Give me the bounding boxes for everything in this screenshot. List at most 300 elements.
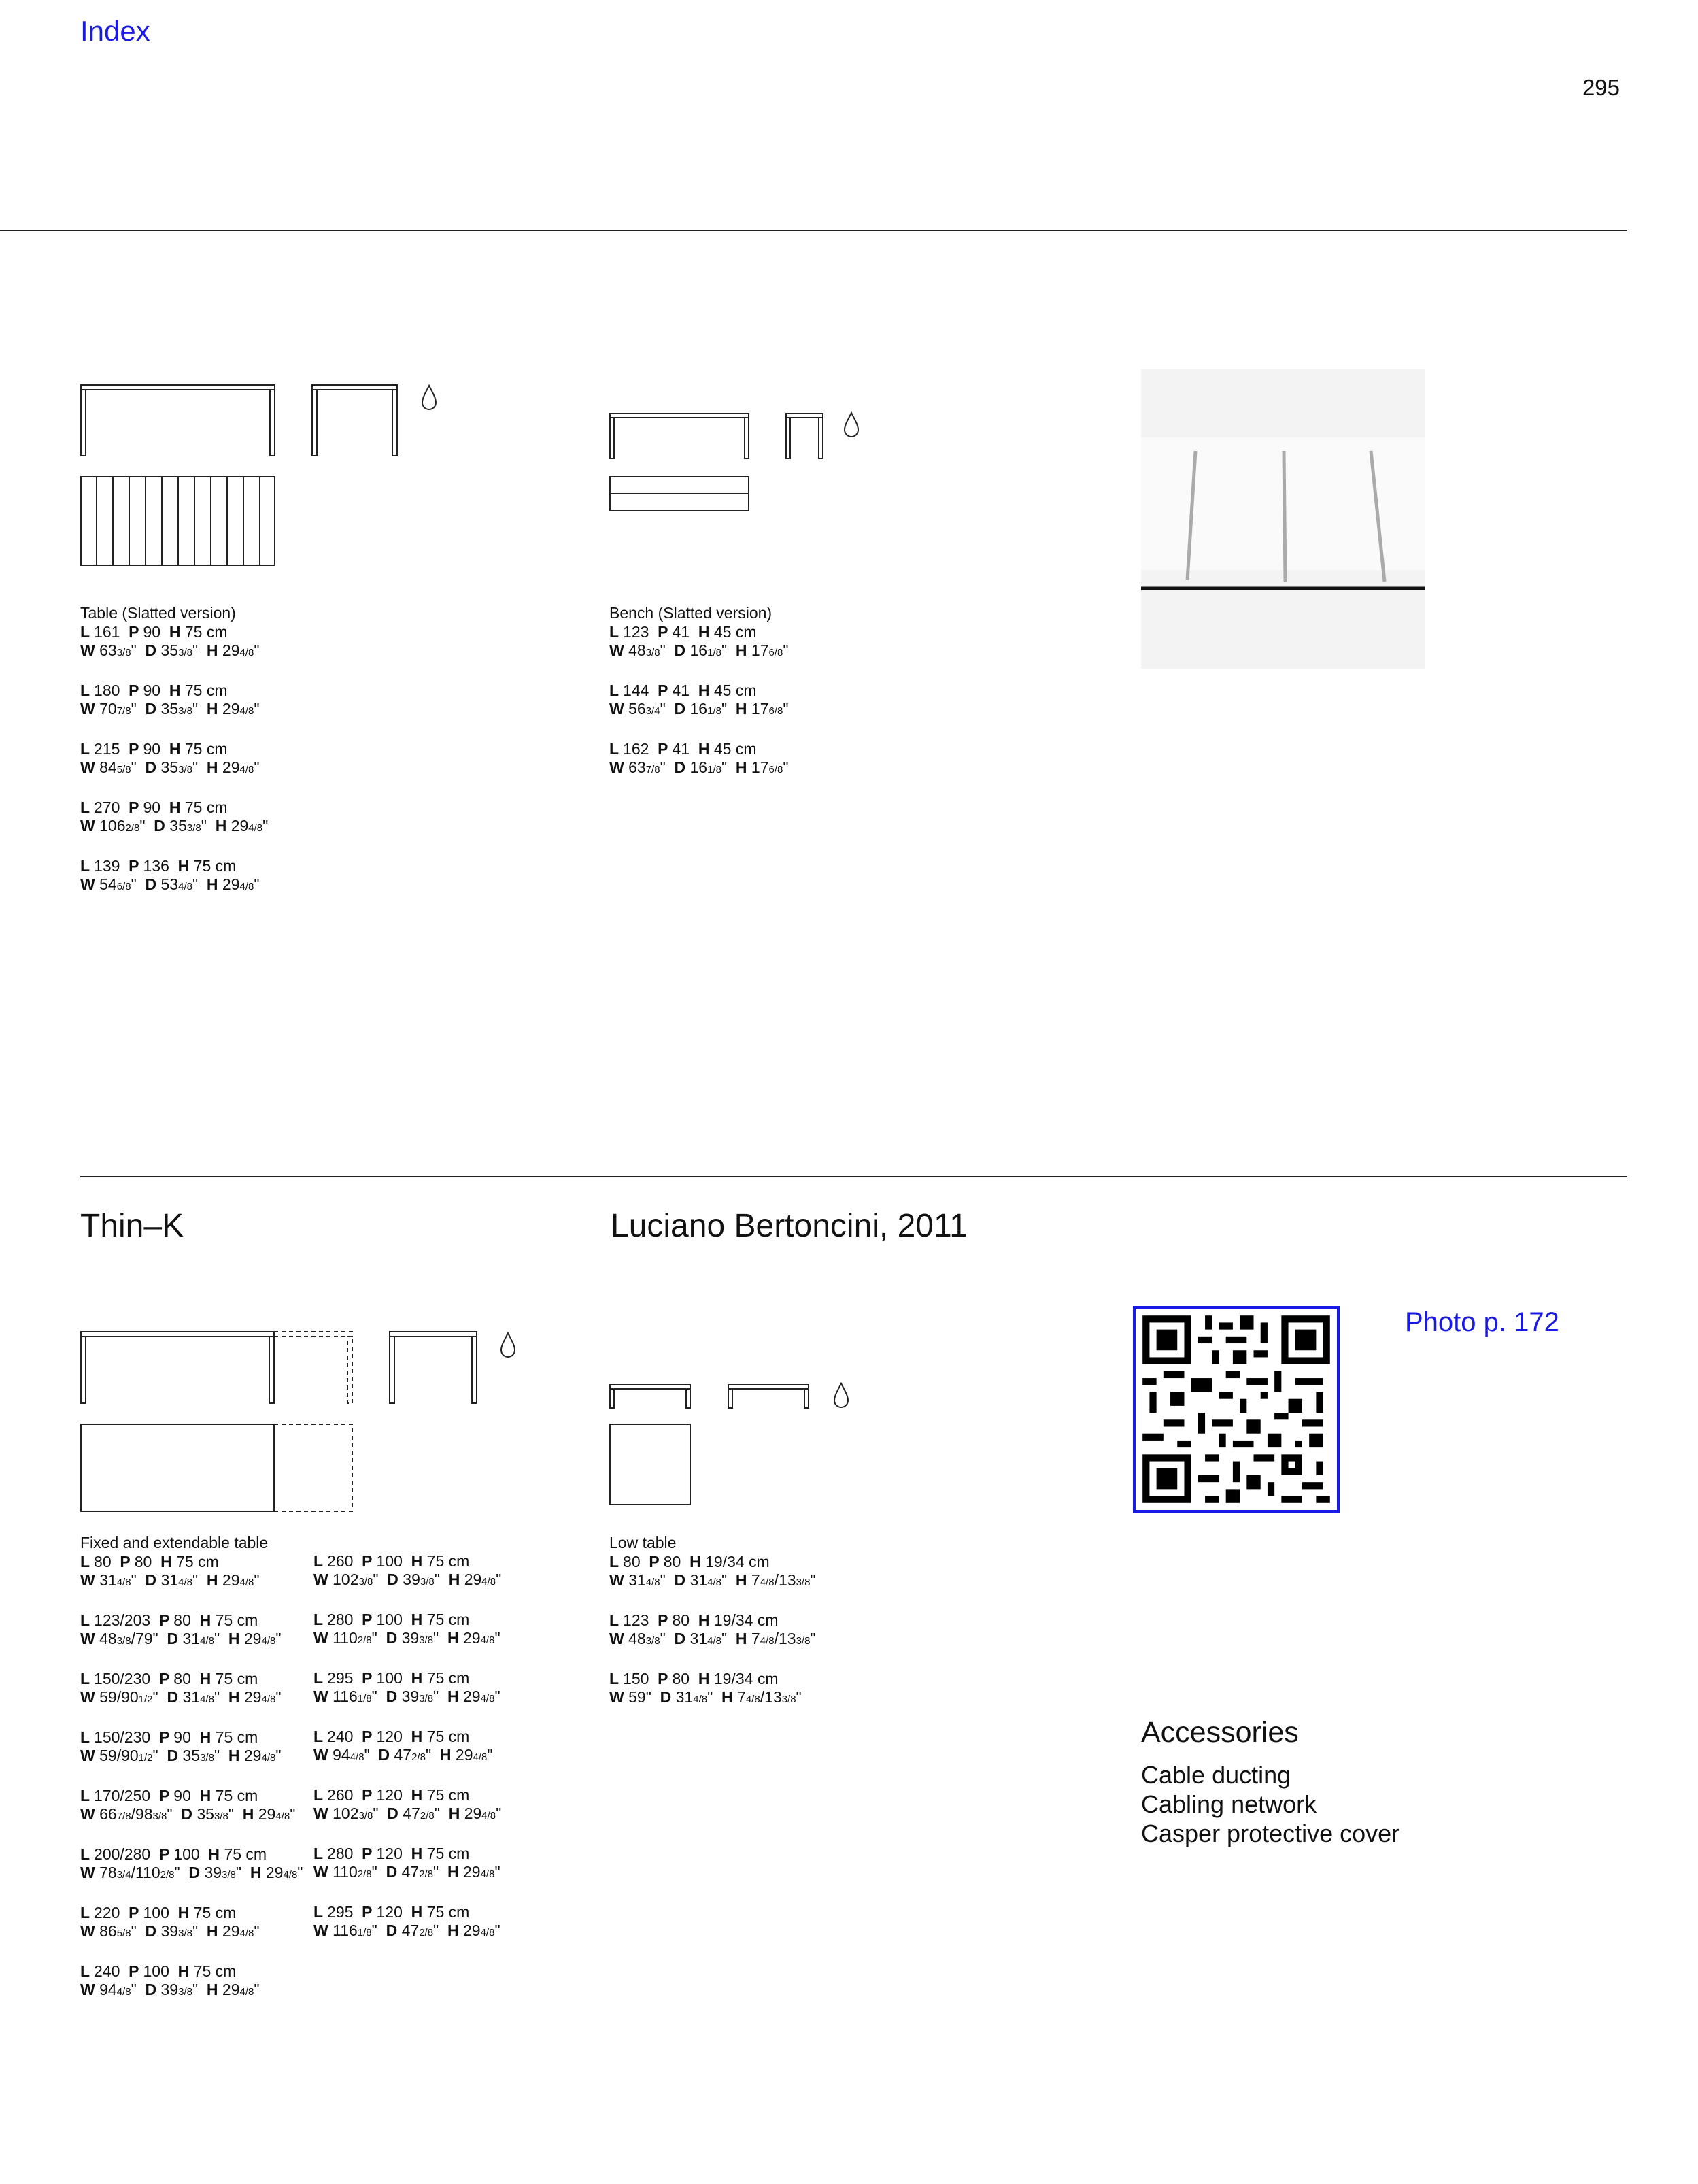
spec-line: [609, 641, 789, 662]
spec-line: [313, 1903, 501, 1921]
dimension-key: D: [665, 641, 690, 659]
dimension-fraction: 3/8: [178, 647, 192, 658]
dimension-value: 7: [737, 1688, 746, 1706]
drop-icon: [842, 411, 862, 439]
dimension-fraction: 6/8: [116, 881, 131, 892]
dimension-value: 116: [333, 1921, 358, 1939]
dimension-value: 29: [258, 1805, 276, 1823]
dimension-fraction: 4/8: [200, 1635, 214, 1647]
dimension-value: ": [174, 1864, 180, 1881]
dimension-value: ": [228, 1805, 234, 1823]
dimension-value: 260: [327, 1552, 354, 1570]
spec-line: [313, 1863, 501, 1883]
dimension-value: ": [660, 758, 666, 776]
dimension-value: 120: [376, 1903, 403, 1921]
table-slatted-front-drawing: [80, 384, 277, 459]
dimension-fraction: 4/8: [239, 881, 254, 892]
dimension-value: 80: [623, 1553, 641, 1570]
dimension-key: L: [313, 1786, 328, 1804]
dimension-fraction: 2/8: [125, 822, 140, 834]
dimension-key: P: [120, 1904, 143, 1921]
dimension-fraction: 3/8: [419, 1693, 434, 1704]
dimension-value: ": [254, 1922, 260, 1940]
dimension-fraction: 4/8: [275, 1811, 290, 1822]
dimension-key: H: [160, 740, 185, 758]
dimension-fraction: 3/8: [178, 764, 192, 775]
dimension-value: 102: [333, 1570, 359, 1588]
dimension-fraction: 5/8: [116, 764, 131, 775]
dimension-key: D: [136, 875, 161, 893]
dimension-key: L: [609, 1670, 624, 1687]
spec-group: [80, 1845, 303, 1884]
spec-groups: [80, 1553, 303, 2001]
dimension-key: D: [136, 758, 161, 776]
product-divider: [80, 1176, 1627, 1177]
dimension-key: W: [609, 1571, 629, 1589]
dimension-key: P: [150, 1787, 174, 1804]
dimension-value: 123: [623, 1611, 649, 1629]
dimension-value: 29: [464, 1570, 482, 1588]
dimension-value: 240: [327, 1728, 354, 1745]
dimension-value: 75 cm: [426, 1845, 470, 1862]
dimension-value: 90: [143, 799, 161, 816]
spec-group: [80, 1611, 303, 1650]
dimension-key: W: [609, 758, 629, 776]
dimension-key: L: [313, 1669, 328, 1687]
dimension-fraction: 1/8: [707, 647, 721, 658]
spec-line: [80, 758, 268, 779]
dimension-key: D: [180, 1864, 205, 1881]
dimension-value: 270: [94, 799, 120, 816]
dimension-value: ": [131, 1981, 137, 1998]
spec-line: [609, 682, 789, 700]
dimension-key: H: [439, 1921, 463, 1939]
dimension-fraction: 4/8: [473, 1751, 488, 1763]
dimension-value: 35: [197, 1805, 214, 1823]
dimension-value: 75 cm: [176, 1553, 219, 1570]
dimension-value: 31: [160, 1571, 179, 1589]
dimension-value: 16: [690, 641, 708, 659]
dimension-value: 75 cm: [426, 1611, 470, 1628]
dimension-value: ": [192, 875, 199, 893]
dimension-fraction: 3/8: [358, 1576, 373, 1587]
dimension-value: 29: [243, 1630, 262, 1647]
spec-line: [80, 1845, 303, 1864]
dimension-value: 123: [623, 623, 649, 641]
dimension-value: ": [371, 1921, 377, 1939]
spec-group: [80, 1728, 303, 1767]
dimension-value: 80: [663, 1553, 681, 1570]
dimension-key: W: [313, 1863, 333, 1881]
dimension-key: P: [120, 623, 143, 641]
top-divider: [0, 230, 1627, 231]
dimension-fraction: 4/8: [239, 1928, 254, 1939]
dimension-value: ": [192, 1922, 199, 1940]
dimension-value: 100: [376, 1611, 403, 1628]
dimension-value: /13: [760, 1688, 782, 1706]
dimension-key: D: [377, 1863, 402, 1881]
dimension-value: 35: [160, 641, 179, 659]
dimension-value: 110: [333, 1863, 358, 1881]
dimension-key: D: [665, 700, 690, 718]
dimension-value: 75 cm: [426, 1728, 470, 1745]
dimension-value: 35: [160, 758, 179, 776]
dimension-key: D: [158, 1630, 183, 1647]
dimension-value: 75 cm: [193, 1904, 237, 1921]
dimension-value: ": [660, 641, 666, 659]
dimension-key: W: [80, 1981, 100, 1998]
dimension-value: 280: [327, 1845, 354, 1862]
bench-slatted-front-drawing: [609, 413, 752, 460]
dimension-fraction: 2/8: [419, 1927, 434, 1938]
spec-line: [80, 1962, 303, 1981]
dimension-key: L: [80, 857, 95, 875]
dimension-key: L: [609, 1553, 624, 1570]
dimension-fraction: 3/4: [116, 1869, 131, 1881]
dimension-value: 120: [376, 1845, 403, 1862]
table-slatted-side-drawing: [311, 384, 400, 459]
dimension-key: D: [136, 700, 161, 718]
spec-line: [313, 1728, 501, 1746]
dimension-value: 45 cm: [713, 623, 757, 641]
dimension-value: 75 cm: [215, 1611, 258, 1629]
low-table-top-drawing: [609, 1424, 694, 1509]
dimension-value: 75 cm: [193, 1962, 237, 1980]
table-slatted-top-drawing: [80, 476, 277, 568]
low-table-caption: Low table: [609, 1534, 677, 1551]
dimension-value: ": [433, 1687, 439, 1705]
accessories-title: Accessories: [1141, 1716, 1299, 1749]
dimension-value: ": [131, 1571, 137, 1589]
low-table-specs: [609, 1534, 816, 1728]
dimension-value: ": [810, 1630, 816, 1647]
dimension-value: 161: [94, 623, 120, 641]
dimension-key: H: [727, 758, 751, 776]
dimension-fraction: 3/8: [796, 1635, 811, 1647]
dimension-fraction: 3/8: [645, 647, 660, 658]
dimension-value: 29: [222, 641, 240, 659]
dimension-value: ": [167, 1805, 173, 1823]
designer-credit: Luciano Bertoncini, 2011: [611, 1208, 968, 1244]
dimension-key: D: [377, 1921, 402, 1939]
spec-line: [313, 1669, 501, 1687]
dimension-key: H: [198, 1981, 222, 1998]
dimension-key: H: [198, 641, 222, 659]
dimension-value: ": [275, 1688, 282, 1706]
dimension-value: 215: [94, 740, 120, 758]
dimension-value: 31: [690, 1630, 708, 1647]
dimension-key: P: [120, 857, 143, 875]
dimension-value: ": [371, 1863, 377, 1881]
dimension-key: W: [80, 1864, 100, 1881]
dimension-value: ": [290, 1805, 296, 1823]
dimension-fraction: 4/8: [261, 1635, 276, 1647]
dimension-fraction: 3/8: [178, 1928, 192, 1939]
spec-line: [313, 1570, 501, 1591]
dimension-key: P: [120, 682, 143, 699]
dimension-fraction: 3/4: [645, 705, 660, 717]
drop-icon: [832, 1382, 852, 1409]
bench-slatted-specs: [609, 604, 789, 799]
dimension-key: P: [353, 1611, 377, 1628]
dimension-key: H: [169, 1962, 194, 1980]
dimension-key: H: [727, 1571, 751, 1589]
dimension-value: 80: [173, 1670, 191, 1687]
index-link[interactable]: Index: [80, 15, 150, 47]
dimension-value: ": [494, 1863, 500, 1881]
dimension-value: 39: [160, 1922, 179, 1940]
dimension-key: P: [150, 1611, 174, 1629]
dimension-value: ": [434, 1804, 440, 1822]
dimension-value: ": [214, 1747, 220, 1764]
dimension-fraction: 4/8: [707, 1577, 721, 1588]
spec-group: [80, 682, 268, 720]
qr-code[interactable]: [1133, 1306, 1340, 1513]
dimension-value: 78: [99, 1864, 117, 1881]
dimension-value: ": [152, 1688, 158, 1706]
dimension-key: H: [439, 1687, 463, 1705]
spec-group: [80, 857, 268, 896]
dimension-fraction: 3/8: [222, 1869, 236, 1881]
accessory-item: Cabling network: [1141, 1790, 1317, 1818]
spec-line: [609, 1571, 816, 1592]
dimension-key: P: [353, 1552, 377, 1570]
dimension-key: D: [665, 1630, 690, 1647]
spec-line: [609, 1611, 816, 1630]
dimension-key: L: [313, 1611, 328, 1628]
dimension-value: 220: [94, 1904, 120, 1921]
dimension-value: 47: [401, 1863, 420, 1881]
dimension-key: P: [120, 1962, 143, 1980]
dimension-value: 100: [143, 1962, 169, 1980]
spec-group: [80, 1787, 303, 1826]
dimension-value: ": [721, 758, 728, 776]
dimension-value: ": [131, 700, 137, 718]
dimension-value: 75 cm: [184, 740, 228, 758]
dimension-value: ": [796, 1688, 802, 1706]
spec-group: [609, 1670, 816, 1709]
dimension-value: 80: [134, 1553, 152, 1570]
dimension-fraction: 7/8: [116, 705, 131, 717]
dimension-value: ": [131, 875, 137, 893]
dimension-key: D: [378, 1570, 403, 1588]
dimension-key: D: [377, 1629, 402, 1647]
dimension-value: 90: [143, 682, 161, 699]
spec-line: [80, 700, 268, 720]
dimension-value: ": [433, 1863, 439, 1881]
dimension-value: 29: [464, 1804, 482, 1822]
dimension-key: P: [120, 799, 143, 816]
dimension-fraction: 4/8: [239, 1577, 254, 1588]
dimension-fraction: 4/8: [760, 1577, 775, 1588]
dimension-value: 29: [265, 1864, 284, 1881]
dimension-fraction: 3/8: [419, 1634, 434, 1646]
dimension-fraction: 3/8: [178, 705, 192, 717]
dimension-key: W: [80, 875, 100, 893]
spec-line: [313, 1786, 501, 1804]
low-table-side-drawing: [728, 1384, 813, 1411]
dimension-value: 48: [99, 1630, 117, 1647]
spec-group: [80, 1670, 303, 1709]
dimension-key: P: [649, 623, 673, 641]
dimension-value: /13: [774, 1571, 796, 1589]
dimension-key: H: [402, 1786, 427, 1804]
extendable-table-specs: [80, 1534, 303, 2021]
spec-line: [80, 1922, 303, 1943]
dimension-value: 84: [99, 758, 117, 776]
dimension-key: W: [313, 1570, 333, 1588]
dimension-value: 70: [99, 700, 117, 718]
dimension-key: L: [80, 740, 95, 758]
dimension-key: D: [145, 817, 170, 835]
dimension-fraction: 2/8: [357, 1634, 372, 1646]
dimension-fraction: 4/8: [239, 1986, 254, 1998]
dimension-value: ": [364, 1746, 370, 1764]
dimension-key: H: [402, 1903, 427, 1921]
dimension-key: D: [136, 1571, 161, 1589]
dimension-key: P: [150, 1670, 174, 1687]
dimension-value: 75 cm: [184, 623, 228, 641]
dimension-value: 66: [99, 1805, 117, 1823]
spec-groups: [609, 1553, 816, 1709]
extendable-table-front-drawing: [80, 1331, 359, 1406]
spec-group: [80, 1962, 303, 2001]
dimension-value: ": [254, 700, 260, 718]
dimension-key: H: [190, 1670, 216, 1687]
dimension-value: 120: [376, 1786, 403, 1804]
dimension-value: 16: [690, 758, 708, 776]
dimension-value: 41: [672, 740, 690, 758]
spec-group: [313, 1786, 501, 1825]
dimension-value: ": [373, 1804, 379, 1822]
spec-line: [80, 1747, 303, 1767]
dimension-value: 100: [173, 1845, 200, 1863]
dimension-value: 106: [99, 817, 126, 835]
dimension-fraction: 4/8: [283, 1869, 298, 1881]
dimension-value: 63: [628, 758, 646, 776]
dimension-value: ": [214, 1688, 220, 1706]
dimension-key: L: [609, 1611, 624, 1629]
dimension-value: ": [131, 1922, 137, 1940]
dimension-key: H: [439, 1629, 463, 1647]
dimension-value: 75 cm: [215, 1787, 258, 1804]
dimension-key: H: [160, 799, 185, 816]
dimension-value: 54: [99, 875, 117, 893]
low-table-front-drawing: [609, 1384, 694, 1411]
dimension-key: H: [241, 1864, 266, 1881]
dimension-value: ": [721, 1571, 728, 1589]
dimension-fraction: 5/8: [116, 1928, 131, 1939]
dimension-value: 39: [403, 1570, 420, 1588]
spec-group: [609, 623, 789, 662]
dimension-value: ": [707, 1688, 713, 1706]
dimension-value: ": [494, 1629, 500, 1647]
dimension-fraction: 4/8: [480, 1868, 495, 1880]
dimension-key: W: [313, 1629, 333, 1647]
dimension-value: 144: [623, 682, 649, 699]
dimension-value: ": [214, 1630, 220, 1647]
dimension-key: H: [402, 1728, 427, 1745]
dimension-fraction: 7/8: [645, 764, 660, 775]
dimension-value: ": [494, 1921, 500, 1939]
dimension-fraction: 1/8: [707, 764, 721, 775]
dimension-fraction: 4/8: [239, 647, 254, 658]
dimension-value: 47: [403, 1804, 420, 1822]
dimension-key: H: [160, 682, 185, 699]
dimension-value: 29: [222, 758, 240, 776]
dimension-value: 100: [376, 1552, 403, 1570]
dimension-value: 53: [160, 875, 179, 893]
dimension-fraction: 4/8: [239, 705, 254, 717]
dimension-value: 59/90: [99, 1747, 139, 1764]
dimension-value: 29: [231, 817, 249, 835]
dimension-fraction: 4/8: [239, 764, 254, 775]
dimension-value: 7: [751, 1571, 760, 1589]
dimension-value: ": [487, 1746, 493, 1764]
dimension-value: ": [783, 758, 789, 776]
dimension-fraction: 2/8: [419, 1868, 434, 1880]
spec-line: [80, 799, 268, 817]
dimension-value: ": [192, 1571, 199, 1589]
dimension-key: H: [206, 817, 231, 835]
extendable-table-caption: Fixed and extendable table: [80, 1534, 269, 1551]
dimension-value: ": [235, 1864, 242, 1881]
photo-page-link[interactable]: Photo p. 172: [1405, 1307, 1559, 1337]
dimension-key: P: [353, 1903, 377, 1921]
dimension-key: L: [80, 1553, 95, 1570]
dimension-key: P: [649, 682, 673, 699]
drop-icon: [420, 384, 440, 411]
dimension-fraction: 4/8: [248, 822, 263, 834]
dimension-value: 48: [628, 641, 646, 659]
dimension-key: W: [609, 1630, 629, 1647]
dimension-value: 295: [327, 1669, 354, 1687]
dimension-value: 29: [222, 875, 240, 893]
spec-group: [80, 1553, 303, 1592]
dimension-value: ": [783, 641, 789, 659]
dimension-fraction: 3/8: [200, 1752, 214, 1764]
dimension-value: 86: [99, 1922, 117, 1940]
spec-line: [80, 1630, 303, 1650]
dimension-value: 41: [672, 682, 690, 699]
dimension-value: 39: [401, 1687, 420, 1705]
dimension-value: 80: [672, 1611, 690, 1629]
dimension-key: H: [190, 1787, 216, 1804]
spec-group: [313, 1611, 501, 1649]
spec-line: [609, 1553, 816, 1571]
page-number: 295: [1582, 75, 1620, 100]
dimension-value: /79": [131, 1630, 158, 1647]
dimension-key: D: [136, 1922, 161, 1940]
dimension-value: ": [660, 1630, 666, 1647]
dimension-value: 123/203: [94, 1611, 151, 1629]
spec-groups: [313, 1552, 501, 1942]
dimension-value: /110: [131, 1864, 160, 1881]
dimension-fraction: 3/8: [781, 1694, 796, 1705]
dimension-key: H: [220, 1747, 244, 1764]
dimension-value: 90: [143, 623, 161, 641]
dimension-key: H: [190, 1728, 216, 1746]
dimension-value: 94: [99, 1981, 117, 1998]
dimension-value: ": [494, 1687, 500, 1705]
spec-line: [80, 623, 268, 641]
dimension-fraction: 4/8: [760, 1635, 775, 1647]
dimension-value: 29: [463, 1629, 481, 1647]
dimension-key: L: [609, 682, 624, 699]
dimension-key: H: [431, 1746, 456, 1764]
dimension-value: 90: [173, 1787, 191, 1804]
dimension-fraction: 3/8: [358, 1810, 373, 1821]
